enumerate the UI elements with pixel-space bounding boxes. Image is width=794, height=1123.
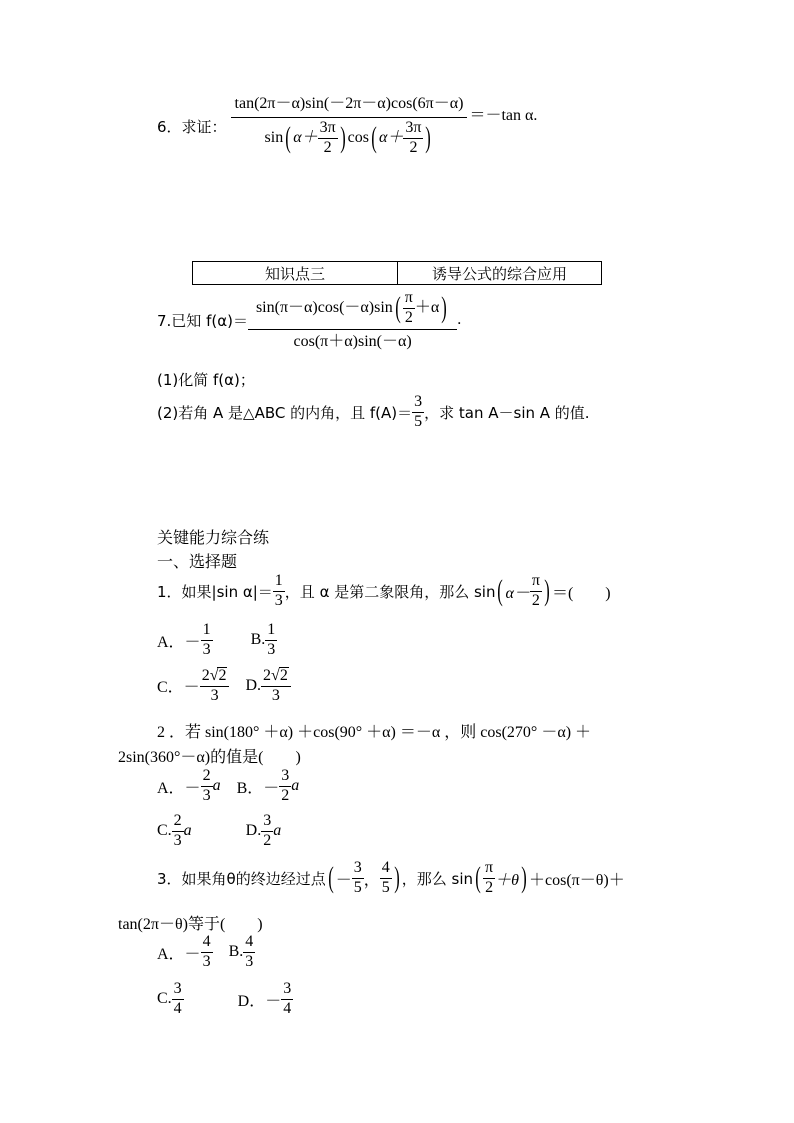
c3-d-num: 3 <box>281 981 293 1000</box>
right-paren-icon: ) <box>394 861 400 895</box>
c1-a-den: 3 <box>202 640 211 658</box>
c3-two: 2 <box>485 878 494 896</box>
q7-fraction <box>248 290 457 350</box>
c3-4-over-5 <box>380 860 392 897</box>
choice-question-1 <box>157 573 611 610</box>
c1-b-num: 1 <box>265 622 277 641</box>
q7-pi-over-2 <box>403 290 415 327</box>
c2-d-frac <box>261 813 273 850</box>
c3-five-b: 5 <box>381 878 390 896</box>
q6-denominator <box>263 118 436 157</box>
c1-option-c[interactable]: C．－ <box>157 679 200 697</box>
c3-four: 4 <box>380 860 392 879</box>
q7-part2-pre: (2)若角 A 是△ABC 的内角，且 f(A)＝ <box>157 403 413 422</box>
c1-two: 2 <box>531 591 540 609</box>
c3-c-den: 4 <box>173 999 182 1017</box>
knowledge-point-table <box>192 261 602 285</box>
q7-three: 3 <box>412 394 424 413</box>
c3-b-num: 4 <box>243 934 255 953</box>
c1-1-over-3 <box>273 573 285 610</box>
c2-option-c[interactable]: C. <box>157 822 172 840</box>
c3-b-frac <box>243 934 255 971</box>
c3-three: 3 <box>352 860 364 879</box>
c3-d-den: 4 <box>283 999 292 1017</box>
sqrt-icon: √ 2 <box>271 667 288 684</box>
c1-pre: 1．如果|sin α|＝ <box>157 582 273 601</box>
section-title: 关键能力综合练 <box>157 528 270 547</box>
q7-numerator <box>248 290 457 330</box>
q6-two-b: 2 <box>409 138 418 156</box>
q6-3pi-b: 3π <box>403 120 423 139</box>
c3-comma: ， <box>363 871 380 889</box>
q6-alpha-plus-2: α＋ <box>379 128 404 146</box>
c1-post: ＝( ) <box>551 584 611 602</box>
c2-option-a[interactable]: A．－ <box>157 779 201 797</box>
c1-option-d[interactable]: D. <box>245 676 262 694</box>
c3-c-frac <box>172 981 184 1018</box>
right-paren-icon: ) <box>425 121 432 155</box>
c2-c-frac <box>172 813 184 850</box>
q7-label: 7.已知 f(α)＝ <box>157 311 248 330</box>
c3-a-den: 3 <box>202 952 211 970</box>
left-paren-icon: ( <box>285 121 291 155</box>
sqrt-icon: √ 2 <box>209 667 227 684</box>
c1-option-a[interactable]: A．－ <box>157 633 201 651</box>
c1-options-cd <box>157 667 291 705</box>
q7-num-left: sin(π－α)cos(－α)sin <box>255 298 393 316</box>
q6-3pi-over-2-a <box>318 120 338 157</box>
c1-pi-over-2 <box>530 573 542 610</box>
question-6 <box>157 96 537 156</box>
section-subtitle: 一、选择题 <box>157 552 238 571</box>
c2-a-var: a <box>212 777 221 795</box>
q6-rhs: ＝－tan α. <box>469 106 538 124</box>
left-paren-icon: ( <box>497 574 504 608</box>
c1-c-den: 3 <box>210 686 219 704</box>
c1-b-frac <box>265 622 277 659</box>
left-paren-icon: ( <box>371 121 377 155</box>
c3-option-c[interactable]: C. <box>157 990 172 1008</box>
q7-3-over-5 <box>412 394 424 431</box>
right-paren-icon: ) <box>521 861 527 895</box>
c2-option-b[interactable]: B．－ <box>236 779 280 797</box>
c3-3-over-5 <box>352 860 364 897</box>
q6-numerator: tan(2π－α)sin(－2π－α)cos(6π－α) <box>231 96 468 118</box>
c3-plus-theta: ＋θ <box>495 871 519 889</box>
c1-d-two: 2 <box>263 666 272 684</box>
q6-two-a: 2 <box>323 138 332 156</box>
choice-question-2-line2: 2sin(360°－α)的值是( ) <box>118 749 301 766</box>
c3-option-d[interactable]: D．－ <box>237 992 282 1010</box>
c1-a-num: 1 <box>201 622 213 641</box>
left-paren-icon: ( <box>475 861 481 895</box>
c2-options-cd <box>157 813 281 850</box>
question-7 <box>157 290 461 350</box>
choice-question-2-line1: 2 ．若 sin(180° ＋α) ＋cos(90° ＋α) ＝－α ，则 cos(270° －α) ＋ <box>157 724 592 741</box>
c3-pi-over-2 <box>483 860 495 897</box>
q7-plus-alpha: ＋α <box>414 298 440 316</box>
c1-d-den: 3 <box>271 686 280 704</box>
q6-den-sin: sin <box>264 128 284 146</box>
c1-options-ab <box>157 622 277 659</box>
c2-c-den: 3 <box>173 831 182 849</box>
q7-pi: π <box>403 290 415 309</box>
c1-c-two: 2 <box>201 666 210 684</box>
right-paren-icon: ) <box>441 291 448 325</box>
knowledge-point-name: 知识点三 <box>193 262 398 284</box>
c1-b-den: 3 <box>267 640 276 658</box>
c1-c-radicand: 2 <box>218 667 227 684</box>
c2-d-num: 3 <box>261 813 273 832</box>
c2-b-num: 3 <box>279 768 291 787</box>
c3-option-a[interactable]: A．－ <box>157 945 201 963</box>
c3-options-cd <box>157 981 293 1018</box>
c1-c-num <box>200 667 230 687</box>
q7-dot: . <box>457 311 462 329</box>
c2-a-num: 2 <box>201 768 213 787</box>
q6-3pi-over-2-b <box>403 120 423 157</box>
q6-den-cos: cos <box>347 128 369 146</box>
c3-pi: π <box>483 860 495 879</box>
q7-part2-post: ，求 tan A－sin A 的值. <box>424 403 590 422</box>
c1-a-frac <box>201 622 213 659</box>
c2-c-var: a <box>183 822 192 840</box>
q7-part1: (1)化简 f(α)； <box>157 371 255 389</box>
c3-minus: － <box>335 871 352 889</box>
q7-five: 5 <box>414 412 423 430</box>
c3-five-a: 5 <box>353 878 362 896</box>
left-paren-icon: ( <box>327 861 334 895</box>
left-paren-icon: ( <box>395 291 401 325</box>
q6-3pi-a: 3π <box>318 120 338 139</box>
c3-a-frac <box>201 934 213 971</box>
c1-c-frac <box>200 667 230 705</box>
c2-options-ab <box>157 768 299 805</box>
q7-two: 2 <box>404 308 413 326</box>
c2-b-frac <box>279 768 291 805</box>
c1-pi: π <box>530 573 542 592</box>
c2-a-frac <box>201 768 213 805</box>
c3-d-frac <box>281 981 293 1018</box>
c1-one: 1 <box>273 573 285 592</box>
c1-d-frac <box>261 667 291 705</box>
choice-question-3-line2: tan(2π－θ)等于( ) <box>118 916 263 933</box>
c2-a-den: 3 <box>202 786 211 804</box>
c3-b-den: 3 <box>245 952 254 970</box>
right-paren-icon: ) <box>339 121 346 155</box>
c2-b-var: a <box>291 777 300 795</box>
c1-d-num <box>261 667 291 687</box>
c1-mid: ，且 α 是第二象限角，那么 sin <box>284 582 496 601</box>
c3-a-num: 4 <box>201 934 213 953</box>
c3-option-b[interactable]: B. <box>228 943 244 961</box>
q6-fraction <box>231 96 468 156</box>
knowledge-point-topic: 诱导公式的综合应用 <box>431 264 567 283</box>
c2-d-den: 2 <box>263 831 272 849</box>
c1-alpha-minus: α－ <box>505 584 530 602</box>
c2-c-num: 2 <box>172 813 184 832</box>
c1-option-b[interactable]: B. <box>250 631 266 649</box>
c3-post: ＋cos(π－θ)＋ <box>528 871 625 889</box>
choice-question-3 <box>157 860 625 897</box>
c1-d-radicand: 2 <box>279 667 288 684</box>
c2-d-var: a <box>273 822 282 840</box>
right-paren-icon: ) <box>544 574 550 608</box>
c1-three: 3 <box>274 591 283 609</box>
c3-c-num: 3 <box>172 981 184 1000</box>
c2-option-d[interactable]: D. <box>245 822 262 840</box>
q7-denominator: cos(π＋α)sin(－α) <box>293 332 412 350</box>
c3-mid: ，那么 sin <box>401 869 474 888</box>
c3-options-ab <box>157 934 255 971</box>
q6-label: 6．求证： <box>157 117 227 136</box>
q6-alpha-plus-1: α＋ <box>293 128 318 146</box>
c3-pre: 3．如果角θ的终边经过点 <box>157 869 326 888</box>
c2-b-den: 2 <box>281 786 290 804</box>
q7-part2 <box>157 394 590 431</box>
